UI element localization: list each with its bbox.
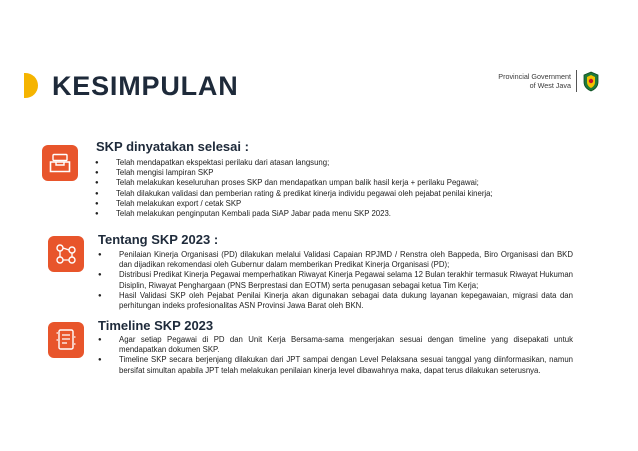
brand-line-2: of West Java xyxy=(529,81,571,90)
inbox-tray-icon xyxy=(49,153,71,173)
section-1-icon-box xyxy=(42,145,78,181)
timeline-document-icon xyxy=(55,328,77,352)
brand-divider xyxy=(576,70,577,92)
section-2-list xyxy=(96,250,573,311)
list-item: ● Timeline SKP secara berjenjang dilakukan dari JPT sampai dengan Level Pelaksana sesuai tanggal yang diinformasikan, namun bersifat simultan apabila JPT telah melakukan penilaian kinerja level dibawahnya maka, dapat terus dilakukan seterusnya. xyxy=(96,355,573,375)
list-item: ● Penilaian Kinerja Organisasi (PD) dilakukan melalui Validasi Capaian RPJMD / Renstra oleh Bappeda, Biro Organisasi dan BKD dan dijadikan rekomendasi oleh Gubernur dalam memberikan Predikat Kinerja Organisasi (PD); xyxy=(96,250,573,270)
list-item: ● Telah dilakukan validasi dan pemberian rating & predikat kinerja individu pegawai oleh pejabat penilai kinerja; xyxy=(93,189,563,199)
list-item: ● Telah melakukan export / cetak SKP xyxy=(93,199,563,209)
page-title: KESIMPULAN xyxy=(52,71,239,101)
brand-line-1: Provincial Government xyxy=(498,72,571,81)
section-2-icon-box xyxy=(48,236,84,272)
section-1-title: SKP dinyatakan selesai : xyxy=(96,139,249,154)
list-item: ● Telah mengisi lampiran SKP xyxy=(93,168,563,178)
section-2-title: Tentang SKP 2023 : xyxy=(98,232,219,247)
list-item: ● Hasil Validasi SKP oleh Pejabat Penilai Kinerja akan digunakan sebagai data dukung layanan kepegawaian, migrasi data dan perhitungan indeks profesionalitas ASN Provinsi Jawa Barat oleh BKN. xyxy=(96,291,573,311)
list-item: ● Distribusi Predikat Kinerja Pegawai memperhatikan Riwayat Kinerja Pegawai selama 12 Bulan terakhir termasuk Riwayat Hukuman Disiplin, Riwayat Penghargaan (PNS Berprestasi dan EOTM) serta penugasan sebagai ketua Tim Kerja; xyxy=(96,270,573,290)
brand-block xyxy=(498,70,600,92)
list-item: ● Telah melakukan penginputan Kembali pada SiAP Jabar pada menu SKP 2023. xyxy=(93,209,563,219)
west-java-emblem-icon xyxy=(582,71,600,92)
title-accent-bar xyxy=(24,73,38,98)
section-3-title: Timeline SKP 2023 xyxy=(98,318,214,333)
list-item: ● Agar setiap Pegawai di PD dan Unit Kerja Bersama-sama mengerjakan sesuai dengan timeline yang disepakati untuk mendapatkan dokumen SKP. xyxy=(96,335,573,355)
section-1-list xyxy=(93,158,563,219)
section-3-list xyxy=(96,335,573,376)
list-item: ● Telah mendapatkan ekspektasi perilaku dari atasan langsung; xyxy=(93,158,563,168)
section-3-icon-box xyxy=(48,322,84,358)
list-item: ● Telah melakukan keseluruhan proses SKP dan mendapatkan umpan balik hasil kerja + perilaku Pegawai; xyxy=(93,178,563,188)
organization-network-icon xyxy=(54,243,78,265)
